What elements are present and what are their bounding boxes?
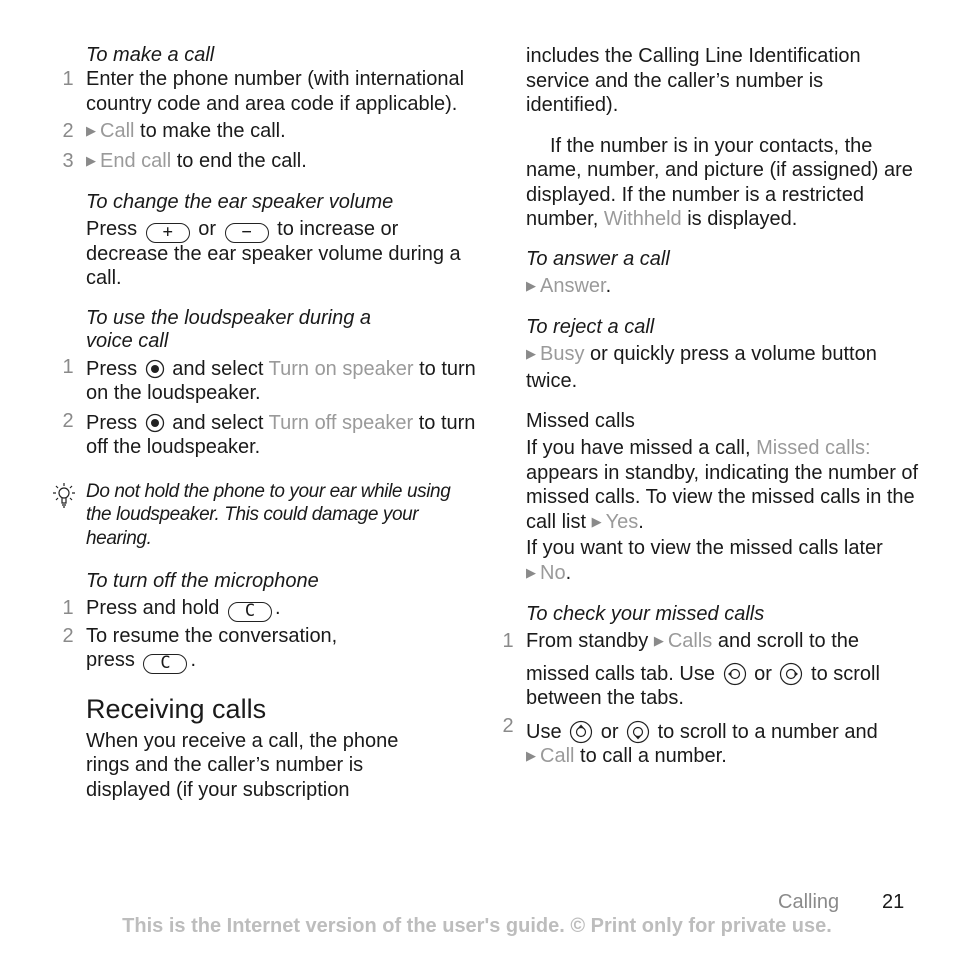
menu-no: No bbox=[540, 561, 566, 584]
receiving-calls-heading: Receiving calls bbox=[86, 693, 267, 724]
missed-calls-text bbox=[500, 436, 920, 536]
step-number: 3 bbox=[62, 149, 74, 172]
step-text: Enter the phone number (with international country code and area code if applicable). bbox=[86, 68, 465, 115]
loudspeaker-step-1 bbox=[60, 355, 480, 406]
arrow-icon: ▶ bbox=[526, 277, 536, 293]
text: to turn off the loudspeaker. bbox=[86, 411, 476, 458]
arrow-icon: ▶ bbox=[86, 123, 96, 138]
reject-heading: To reject a call bbox=[526, 316, 655, 338]
tip-note bbox=[60, 480, 480, 551]
check-missed-step-2 bbox=[500, 714, 920, 771]
receiving-calls-continued: includes the Calling Line Identification service and the caller’s number is identified). bbox=[526, 45, 861, 116]
menu-turn-off-speaker: Turn off speaker bbox=[268, 411, 414, 434]
microphone-step-1 bbox=[60, 596, 480, 621]
navigation-right-key-icon bbox=[779, 662, 803, 686]
step-number: 1 bbox=[62, 355, 74, 378]
center-select-key-icon bbox=[145, 413, 165, 433]
tip-text: Do not hold the phone to your ear while using the loudspeaker. This could damage your hearing. bbox=[86, 480, 451, 549]
text: If you have missed a call, bbox=[526, 437, 751, 459]
text: and scroll to the missed calls tab. Use bbox=[526, 630, 860, 685]
text: or bbox=[754, 662, 772, 685]
text: . bbox=[274, 597, 281, 619]
step-number: 2 bbox=[62, 624, 74, 647]
text: Press bbox=[86, 357, 138, 380]
arrow-icon: ▶ bbox=[591, 513, 602, 529]
arrow-icon: ▶ bbox=[86, 152, 96, 168]
navigation-left-key-icon bbox=[723, 662, 747, 686]
make-call-heading: To make a call bbox=[86, 44, 215, 66]
footer-disclaimer: This is the Internet version of the user's guide. © Print only for private use. bbox=[122, 915, 832, 937]
step-number: 1 bbox=[502, 630, 514, 652]
answer-heading: To answer a call bbox=[526, 247, 670, 270]
menu-call: Call bbox=[540, 745, 575, 767]
reject-text bbox=[500, 342, 920, 393]
volume-down-key-icon: − bbox=[225, 223, 269, 243]
text: From standby bbox=[526, 630, 649, 652]
step-number: 2 bbox=[502, 714, 514, 737]
menu-answer: Answer bbox=[540, 274, 606, 297]
make-call-step-2 bbox=[60, 119, 480, 146]
clear-key-icon: C bbox=[228, 602, 272, 622]
arrow-icon: ▶ bbox=[526, 748, 536, 763]
arrow-icon: ▶ bbox=[526, 346, 536, 361]
text: To resume the conversation, press bbox=[86, 624, 338, 671]
text: Press bbox=[86, 411, 138, 434]
text: or quickly press a volume button twice. bbox=[526, 343, 877, 392]
text: to scroll between the tabs. bbox=[526, 662, 880, 709]
status-missed-calls: Missed calls: bbox=[756, 437, 871, 459]
make-call-step-3 bbox=[60, 149, 480, 176]
contacts-text bbox=[500, 134, 920, 232]
make-call-step-1 bbox=[60, 67, 480, 116]
text: to scroll to a number and bbox=[657, 720, 878, 743]
text: . bbox=[565, 561, 572, 584]
text: . bbox=[638, 510, 644, 533]
step-text: to end the call. bbox=[171, 149, 307, 172]
loudspeaker-step-2 bbox=[60, 409, 480, 460]
step-text: to make the call. bbox=[134, 120, 286, 142]
receiving-calls-text: When you receive a call, the phone rings and the caller’s number is displayed (if your subscription bbox=[86, 729, 399, 801]
step-number: 1 bbox=[62, 597, 74, 619]
text: Press bbox=[86, 218, 138, 240]
loudspeaker-heading: To use the loudspeaker during a voice call bbox=[86, 306, 372, 352]
menu-turn-on-speaker: Turn on speaker bbox=[268, 357, 414, 380]
text: . bbox=[605, 274, 612, 297]
step-number: 1 bbox=[62, 68, 74, 90]
menu-end-call: End call bbox=[100, 149, 172, 172]
text: Press and hold bbox=[86, 597, 220, 619]
microphone-step-2 bbox=[60, 624, 386, 673]
left-column bbox=[60, 44, 480, 802]
check-missed-heading: To check your missed calls bbox=[526, 603, 765, 625]
text: . bbox=[190, 649, 197, 671]
center-select-key-icon bbox=[145, 359, 165, 379]
status-withheld: Withheld bbox=[603, 208, 682, 230]
step-number: 2 bbox=[62, 409, 74, 432]
microphone-heading: To turn off the microphone bbox=[86, 570, 319, 592]
text: appears in standby, indicating the number of missed calls. To view the missed calls in the call list bbox=[526, 461, 919, 533]
page-number: 21 bbox=[882, 891, 905, 913]
text: If the number is in your contacts, the name, number, and picture (if assigned) are displayed. If the number is a restricted number, bbox=[526, 134, 913, 230]
ear-volume-text bbox=[60, 217, 480, 291]
navigation-down-key-icon bbox=[626, 720, 650, 744]
check-missed-step-1 bbox=[500, 629, 920, 711]
menu-calls: Calls bbox=[667, 630, 713, 652]
missed-calls-later-text bbox=[500, 536, 886, 587]
text: to call a number. bbox=[580, 745, 727, 767]
text: If you want to view the missed calls later bbox=[526, 537, 883, 559]
text: or bbox=[600, 720, 619, 743]
ear-volume-heading: To change the ear speaker volume bbox=[86, 191, 394, 213]
menu-call: Call bbox=[100, 120, 135, 142]
text: Use bbox=[526, 720, 562, 743]
text: to increase or decrease the ear speaker volume during a call. bbox=[86, 218, 461, 289]
text: or bbox=[198, 218, 217, 240]
arrow-icon: ▶ bbox=[653, 633, 664, 648]
text: is displayed. bbox=[687, 208, 798, 230]
arrow-icon: ▶ bbox=[526, 564, 536, 580]
step-number: 2 bbox=[62, 120, 74, 142]
volume-up-key-icon: + bbox=[146, 223, 190, 243]
text: and select bbox=[172, 411, 264, 434]
menu-yes: Yes bbox=[605, 510, 639, 533]
text: and select bbox=[172, 357, 264, 380]
navigation-up-key-icon bbox=[569, 720, 593, 744]
lightbulb-icon bbox=[50, 480, 78, 510]
menu-busy: Busy bbox=[540, 343, 585, 365]
clear-key-icon: C bbox=[143, 654, 187, 674]
missed-calls-heading: Missed calls bbox=[526, 410, 635, 432]
text: to turn on the loudspeaker. bbox=[86, 357, 476, 404]
answer-text bbox=[500, 274, 920, 301]
right-column bbox=[500, 44, 920, 771]
footer-section-name: Calling bbox=[778, 891, 840, 913]
